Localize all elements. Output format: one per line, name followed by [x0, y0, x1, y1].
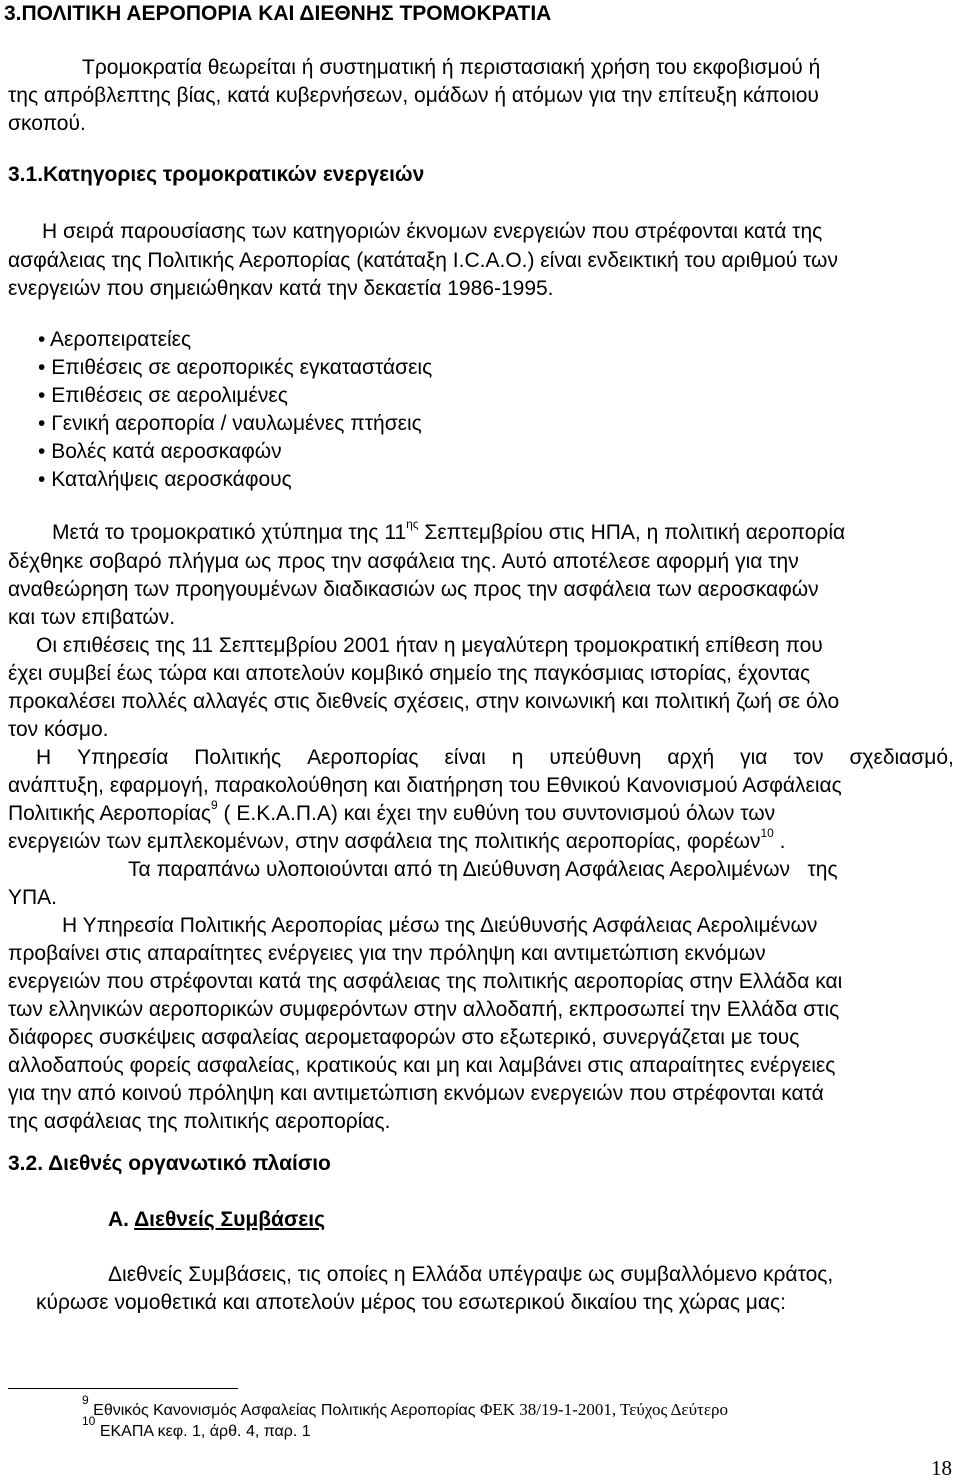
ypa-text-a: Πολιτικής Αεροπορίας: [8, 802, 211, 825]
word: Υπηρεσία: [77, 746, 169, 769]
footnote-ref-text: ΦΕΚ 38/19-1-2001, Τεύχος Δεύτερο: [479, 1400, 728, 1419]
ypa-line-1: [36, 744, 954, 772]
word: αρχή: [667, 746, 715, 769]
footnote-text: ΕΚΑΠΑ κεφ. 1, άρθ. 4, παρ. 1: [99, 1423, 311, 1440]
footnote-text: Εθνικός Κανονισμός Ασφαλείας Πολιτικής Αεροπορίας: [93, 1402, 480, 1419]
conv-line-2: κύρωσε νομοθετικά και αποτελούν μέρος του εσωτερικού δικαίου της χώρας μας:: [36, 1291, 786, 1314]
bullet-text: Βολές κατά αεροσκαφών: [51, 440, 282, 463]
section-3-2-title: 3.2. Διεθνές οργανωτικό πλαίσιο: [8, 1152, 331, 1175]
measures-line-4: των ελληνικών αεροπορικών συμφερόντων στην αλλοδαπή, εκπροσωπεί την Ελλάδα στις: [8, 998, 840, 1021]
word: τον: [793, 746, 824, 769]
bullet-item: • Γενική αεροπορία / ναυλωμένες πτήσεις: [38, 412, 422, 435]
bullet-text: Αεροπειρατείες: [50, 328, 192, 351]
section-a-underlined: Διεθνείς Συμβάσεις: [134, 1208, 326, 1231]
bullet-text: Επιθέσεις σε αερολιμένες: [51, 384, 288, 407]
bullet-item: • Επιθέσεις σε αεροπορικές εγκαταστάσεις: [38, 356, 433, 379]
section-a-title: [108, 1206, 325, 1234]
ypa-line-4: [8, 828, 785, 856]
measures-line-7: για την από κοινού πρόληψη και αντιμετώπιση εκνόμων ενεργειών που στρέφονται κατά: [8, 1082, 824, 1105]
bullet-text: Γενική αεροπορία / ναυλωμένες πτήσεις: [51, 412, 422, 435]
word: σχεδιασμό,: [849, 746, 954, 769]
bullet-item: • Αεροπειρατείες: [38, 328, 192, 351]
p2001-line-2: έχει συμβεί έως τώρα και αποτελούν κομβικό σημείο της παγκόσμιας ιστορίας, έχοντας: [8, 662, 811, 685]
p2001-line-3: προκαλέσει πολλές αλλαγές στις διεθνείς σχέσεις, στην κοινωνική και πολιτική ζωή σε όλο: [8, 690, 840, 713]
above-line-2: ΥΠΑ.: [8, 886, 58, 909]
bullet-item: • Καταλήψεις αεροσκάφους: [38, 468, 292, 491]
footnote-number: 9: [82, 1393, 89, 1407]
footnote-divider: [8, 1388, 238, 1389]
intro-line-1: Τρομοκρατία θεωρείται ή συστηματική ή περιστασιακή χρήση του εκφοβισμού ή: [82, 56, 821, 79]
page-number: 18: [931, 1456, 952, 1480]
bullet-text: Καταλήψεις αεροσκάφους: [51, 468, 292, 491]
intro-line-2: της απρόβλεπτης βίας, κατά κυβερνήσεων, ομάδων ή ατόμων για την επίτευξη κάποιου: [8, 84, 819, 107]
bullet-text: Επιθέσεις σε αεροπορικές εγκαταστάσεις: [51, 356, 433, 379]
chapter-title: 3.ΠΟΛΙΤΙΚΗ ΑΕΡΟΠΟΡΙΑ ΚΑΙ ΔΙΕΘΝΗΣ ΤΡΟΜΟΚΡΑΤΙΑ: [4, 2, 552, 25]
section-3-1-line-2: ασφάλειας της Πολιτικής Αεροπορίας (κατάταξη I.C.A.O.) είναι ενδεικτική του αριθμού των: [8, 249, 838, 272]
section-3-1-title: 3.1.Κατηγοριες τρομοκρατικών ενεργειών: [8, 163, 425, 186]
word: Πολιτικής: [194, 746, 282, 769]
sept-line-1: [52, 519, 845, 547]
measures-line-3: ενεργειών που στρέφονται κατά της ασφάλειας της πολιτικής αεροπορίας στην Ελλάδα και: [8, 970, 843, 993]
measures-line-8: της ασφάλειας της πολιτικής αεροπορίας.: [8, 1110, 391, 1133]
sept-line-4: και των επιβατών.: [8, 606, 176, 629]
footnote-9: [82, 1393, 728, 1421]
word: είναι: [444, 746, 486, 769]
measures-line-5: διάφορες συσκέψεις ασφαλείας αερομεταφορών στο εξωτερικό, συνεργάζεται με τους: [8, 1026, 800, 1049]
ypa-line-3: [8, 800, 775, 828]
word: η: [511, 746, 524, 769]
sept-line-3: αναθεώρηση των προηγουμένων διαδικασιών ως προς την ασφάλεια των αεροσκαφών: [8, 578, 819, 601]
above-line-1: Τα παραπάνω υλοποιούνται από τη Διεύθυνση Ασφάλειας Αερολιμένων της: [128, 858, 838, 881]
sept-superscript: ης: [406, 517, 419, 531]
p2001-line-4: τον κόσμο.: [8, 718, 109, 741]
footnote-10: [82, 1414, 311, 1442]
ypa-text-c: ενεργειών των εμπλεκομένων, στην ασφάλεια της πολιτικής αεροπορίας, φορέων: [8, 830, 761, 853]
bullet-item: • Επιθέσεις σε αερολιμένες: [38, 384, 288, 407]
conv-line-1: Διεθνείς Συμβάσεις, τις οποίες η Ελλάδα υπέγραψε ως συμβαλλόμενο κράτος,: [108, 1263, 834, 1286]
ypa-text-d: .: [773, 830, 786, 853]
word: Αεροπορίας: [307, 746, 419, 769]
measures-line-6: αλλοδαπούς φορείς ασφαλείας, κρατικούς και μη και λαμβάνει στις απαραίτητες ενέργειες: [8, 1054, 836, 1077]
footnote-ref-10: 10: [760, 826, 774, 840]
intro-line-3: σκοπού.: [8, 112, 86, 135]
measures-line-2: προβαίνει στις απαραίτητες ενέργειες για την πρόληψη και αντιμετώπιση εκνόμων: [8, 942, 766, 965]
ypa-text-b: ( Ε.Κ.Α.Π.Α) και έχει την ευθύνη του συντονισμού όλων των: [217, 802, 776, 825]
section-a-prefix: Α.: [108, 1208, 135, 1231]
word: Η: [36, 746, 52, 769]
measures-line-1: Η Υπηρεσία Πολιτικής Αεροπορίας μέσω της Διεύθυνσής Ασφάλειας Αερολιμένων: [62, 914, 818, 937]
footnote-ref-9: 9: [211, 798, 218, 812]
bullet-item: • Βολές κατά αεροσκαφών: [38, 440, 282, 463]
p2001-line-1: Οι επιθέσεις της 11 Σεπτεμβρίου 2001 ήταν η μεγαλύτερη τρομοκρατική επίθεση που: [36, 634, 823, 657]
section-3-1-line-3: ενεργειών που σημειώθηκαν κατά την δεκαετία 1986-1995.: [8, 277, 554, 300]
sept-text-a: Μετά το τρομοκρατικό χτύπημα της 11: [52, 521, 407, 544]
footnote-number: 10: [82, 1414, 96, 1428]
word: υπεύθυνη: [549, 746, 642, 769]
section-3-1-line-1: Η σειρά παρουσίασης των κατηγοριών έκνομων ενεργειών που στρέφονται κατά της: [42, 220, 823, 243]
word: για: [740, 746, 768, 769]
sept-line-2: δέχθηκε σοβαρό πλήγμα ως προς την ασφάλεια της. Αυτό αποτέλεσε αφορμή για την: [8, 550, 799, 573]
ypa-line-2: ανάπτυξη, εφαρμογή, παρακολούθηση και διατήρηση του Εθνικού Κανονισμού Ασφάλειας: [8, 774, 842, 797]
sept-text-b: Σεπτεμβρίου στις ΗΠΑ, η πολιτική αεροπορία: [418, 521, 846, 544]
